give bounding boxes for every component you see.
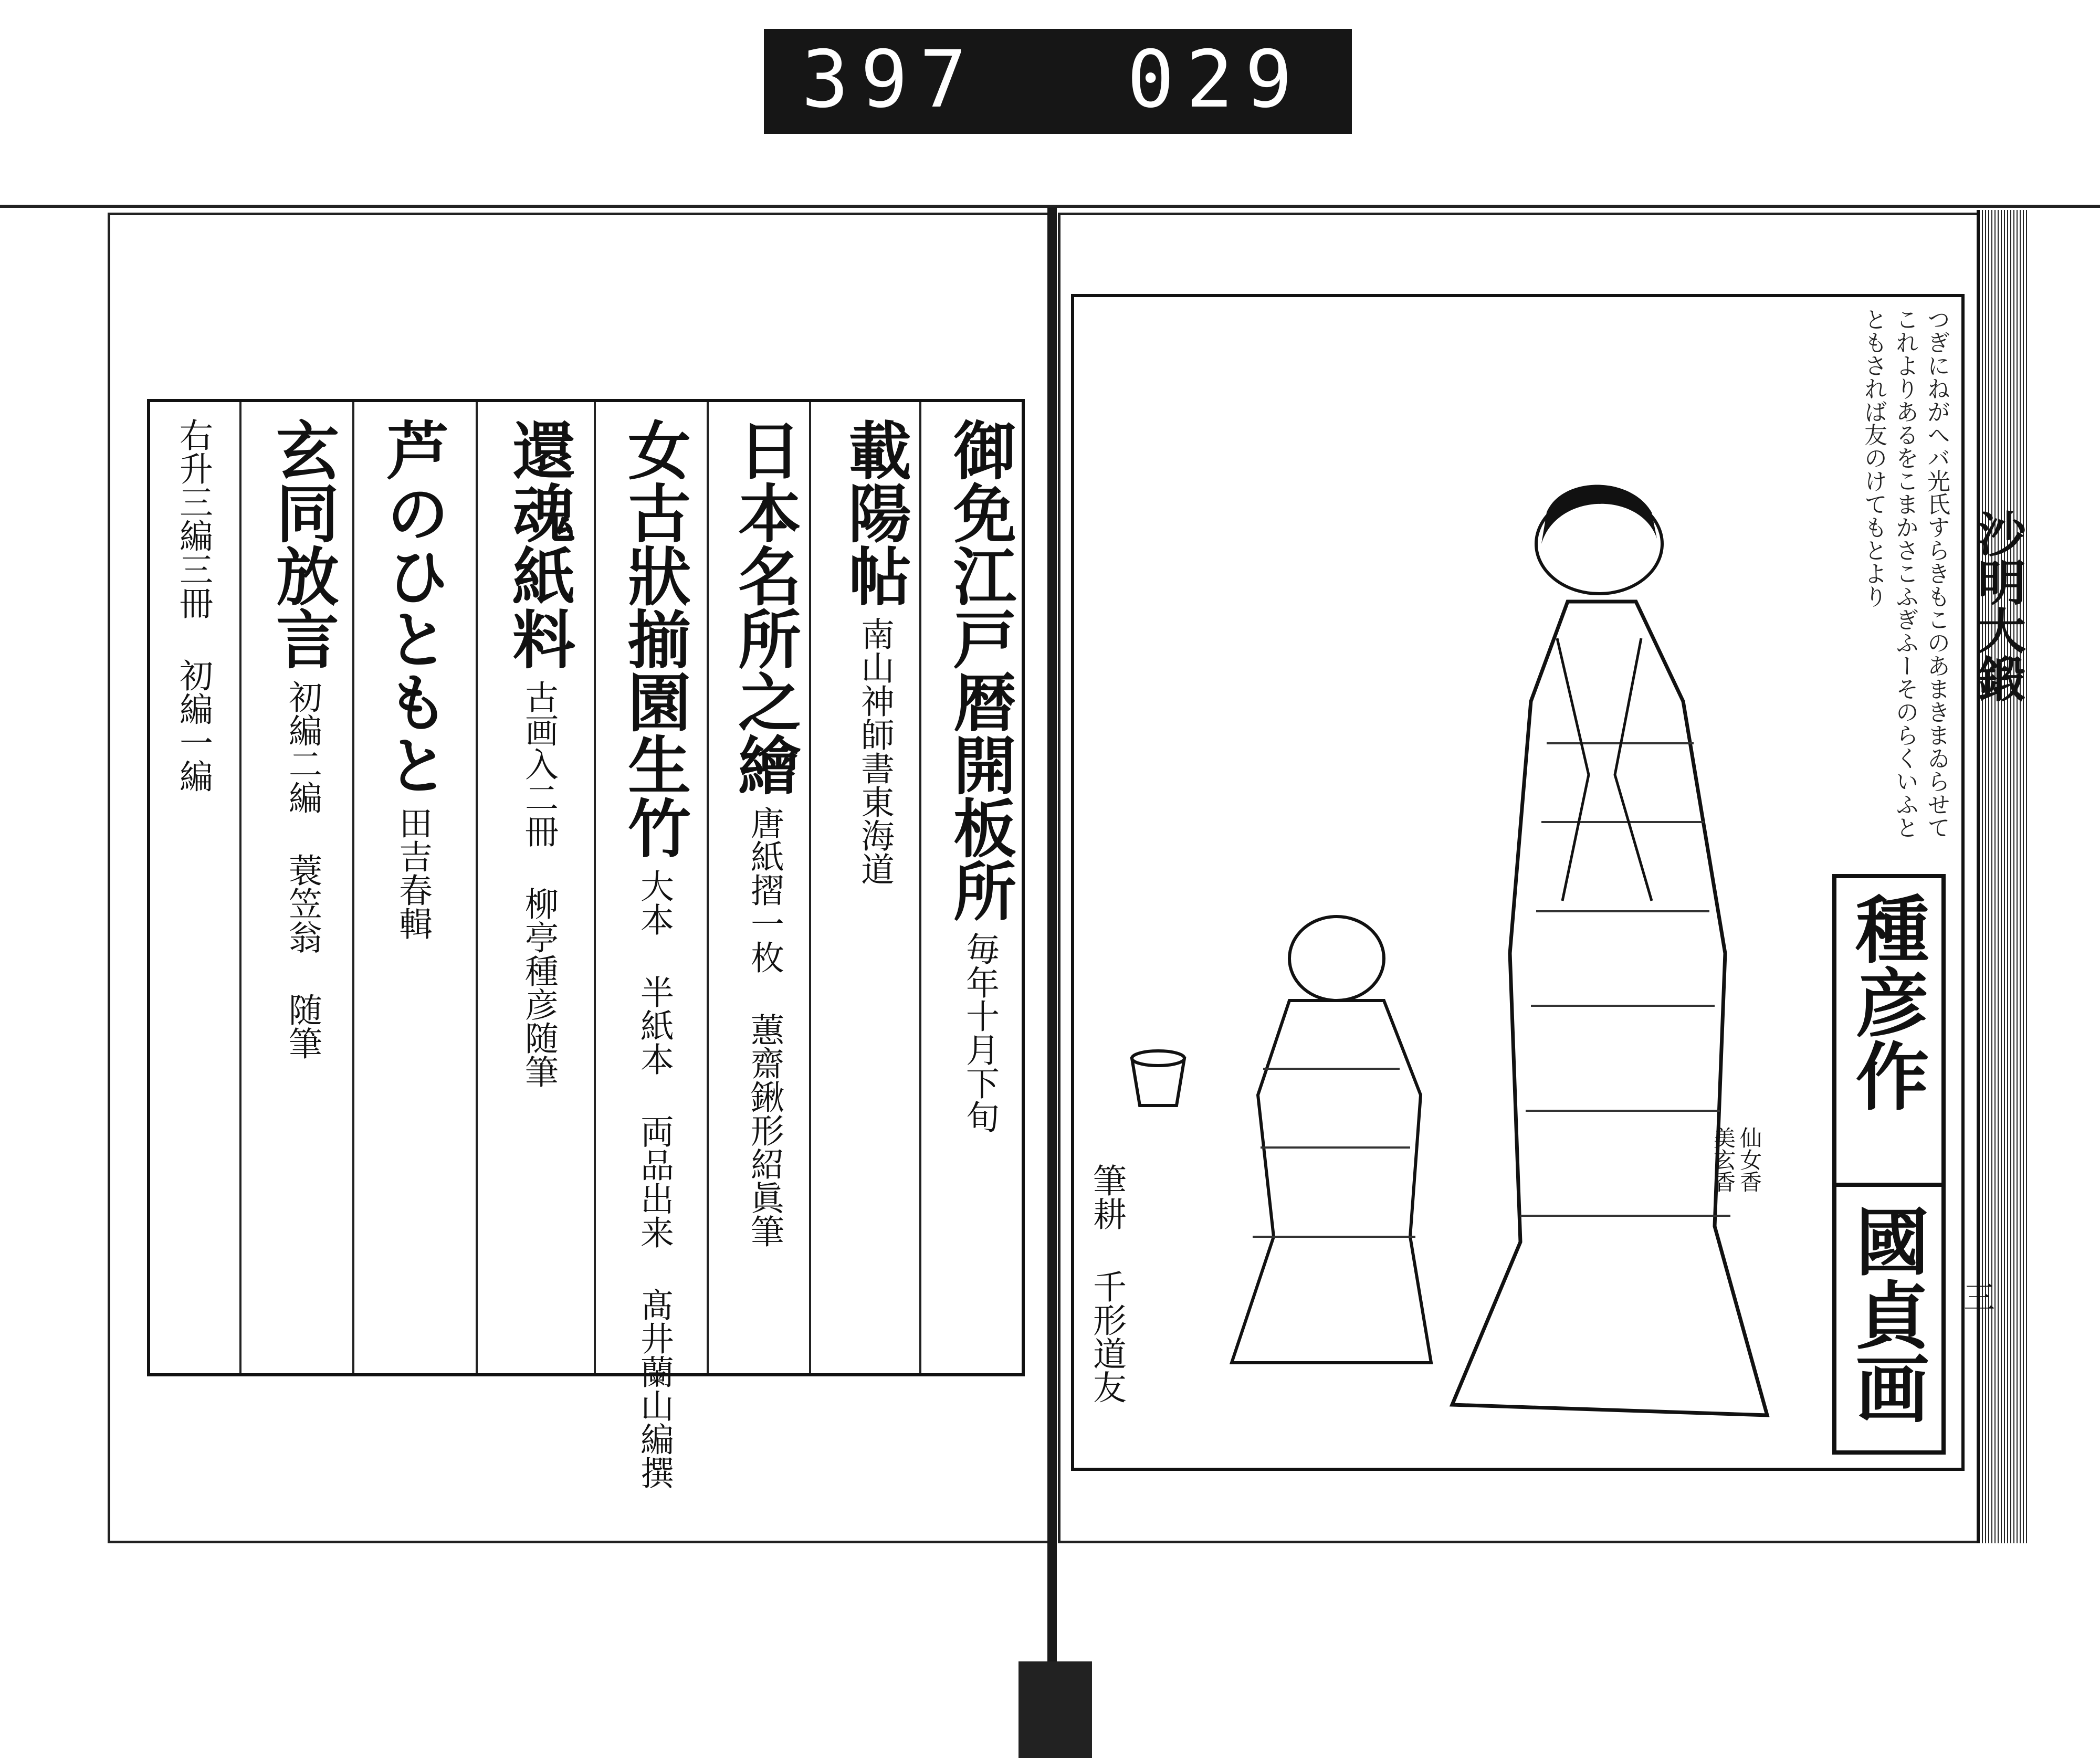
column-divider [809,402,811,1373]
page-folio: 三 [1958,1281,1995,1312]
column-divider [707,402,709,1373]
notice-frame [147,399,1025,1489]
catalog-number-right: 029 [1127,34,1304,125]
brush-credit: 筆耕 千形道友 [1087,1163,1126,1404]
incense-ad: 美玄香 [1710,1127,1736,1193]
column-heading: 芦のひともと [376,418,450,796]
column-heading: 御免江戸暦開板所 [943,418,1017,922]
author-credit: 種彦作 [1843,891,1929,1112]
column-subtext: 右升三編三冊 初編一編 [174,418,213,793]
notice-column [943,418,1017,1133]
column-divider [352,402,354,1373]
column-heading: 載陽帖 [838,418,912,607]
illustration-frame [1071,294,1965,1471]
catalog-label [764,29,1352,134]
column-heading: 日本名所之繪 [728,418,802,796]
spine-clip [1018,1661,1092,1758]
narrative-line: ともされば友のけてもとより [1860,308,1887,608]
catalog-number-left: 397 [801,34,979,125]
narrative-line: つぎにねがへバ光氏すらきもこのあまきまゐらせて [1923,308,1950,839]
narrative-line: これよりあるをこまかさこふぎふーそのらくいふと [1892,308,1918,839]
column-subtext: 大本 半紙本 両品出来 髙井蘭山編撰 [635,869,674,1489]
column-divider [594,402,596,1373]
notice-column [838,418,912,886]
boy-figure [1211,911,1452,1384]
running-head: 沙明大鍛 [1970,509,2026,702]
column-heading: 還魂紙料 [502,418,576,670]
notice-column [502,418,576,1088]
column-subtext: 初編二編 蓑笠翁 随筆 [283,680,322,1060]
notice-column [376,418,450,940]
column-divider [919,402,921,1373]
column-subtext: 古画入二冊 柳亭種彦随筆 [519,680,558,1088]
column-subtext: 毎年十月下旬 [960,932,999,1133]
woman-figure [1389,481,1820,1452]
column-subtext: 田吉春輯 [393,806,432,940]
title-divider [1836,1183,1941,1187]
incense-ad: 仙女香 [1737,1127,1762,1193]
page-edges [1977,210,2027,1543]
column-divider [476,402,478,1373]
title-cartouche [1832,874,1946,1455]
notice-column [266,418,340,1060]
notice-column [728,418,802,1248]
tea-cup-icon [1121,1043,1195,1116]
column-subtext: 南山神師書東海道 [855,617,894,886]
column-heading: 玄同放言 [266,418,340,670]
notice-column [617,418,691,1489]
book-spine [1047,207,1057,1758]
artist-credit: 國貞画 [1843,1204,1929,1424]
column-heading: 女古狀揃園生竹 [617,418,691,859]
column-divider [239,402,242,1373]
notice-column [174,418,213,793]
column-subtext: 唐紙摺一枚 蕙齋鍬形紹眞筆 [745,806,784,1248]
